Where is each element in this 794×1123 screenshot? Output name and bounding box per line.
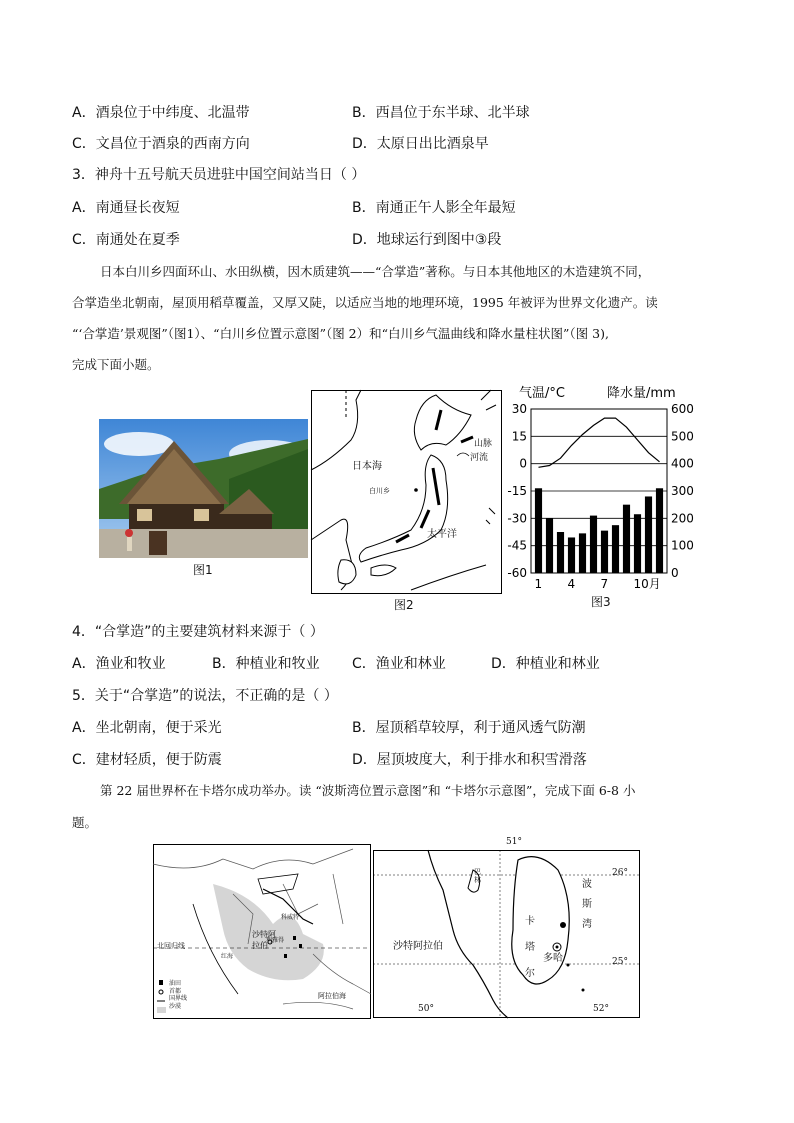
- precipitation-bar: [579, 533, 586, 573]
- gulf-label-2: 斯: [582, 899, 592, 910]
- legend-oilfield-icon: [159, 980, 163, 985]
- right-tick-label: 100: [671, 538, 694, 553]
- q5-option-a[interactable]: A．坐北朝南，便于采光: [72, 720, 222, 736]
- saudi-label: 沙特阿拉伯: [252, 930, 276, 950]
- x-tick-label: 4: [567, 577, 576, 591]
- q2-option-d[interactable]: D．太原日出比酒泉早: [352, 136, 489, 152]
- riyadh-label: 利雅得: [266, 937, 285, 944]
- left-tick-label: -45: [507, 538, 527, 553]
- sea-of-japan-label: 日本海: [352, 461, 382, 472]
- fig2-caption: 图2: [394, 598, 414, 612]
- q3-option-d[interactable]: D．地球运行到图中③段: [352, 232, 502, 248]
- passage2-line2: 题。: [72, 815, 98, 830]
- precipitation-bar: [546, 518, 553, 573]
- q3-option-b[interactable]: B．南通正午人影全年最短: [352, 200, 516, 216]
- arabian-sea-label: 阿拉伯海: [318, 992, 346, 1000]
- left-tick-label: -15: [507, 484, 527, 498]
- fig1-photo: [99, 419, 308, 558]
- legend-mountain-label: 山脉: [474, 439, 493, 449]
- passage1-line2: 合掌造坐北朝南，屋顶用稻草覆盖，又厚又陡，以适应当地的地理环境，1995 年被评为世界文化遗产。读: [72, 295, 658, 310]
- qatar-map: [373, 850, 640, 1018]
- gulf-legend: [169, 980, 187, 1010]
- legend-desert-label: 沙漠: [169, 1002, 182, 1010]
- lon-52-label: 52°: [593, 1004, 609, 1014]
- saudi-arabia-label: 沙特阿拉伯: [393, 941, 443, 952]
- precipitation-bar: [557, 532, 564, 573]
- q5-option-d[interactable]: D．屋顶坡度大，利于排水和积雪滑落: [352, 752, 587, 768]
- lat-25-label: 25°: [612, 957, 628, 967]
- right-tick-label: 500: [671, 429, 694, 444]
- precipitation-bar: [656, 488, 663, 573]
- precipitation-bar: [590, 516, 597, 573]
- left-tick-label: -30: [507, 511, 527, 526]
- lat-26-label: 26°: [612, 868, 628, 878]
- q5-stem: 5．关于“合掌造”的说法，不正确的是（ ）: [72, 688, 338, 704]
- right-tick-label: 600: [671, 402, 694, 416]
- q4-option-b[interactable]: B．种植业和牧业: [212, 656, 320, 672]
- precipitation-bar: [568, 537, 575, 573]
- qatar-peninsula: [512, 857, 570, 984]
- gulf-label-3: 湾: [582, 919, 592, 930]
- q5-option-b[interactable]: B．屋顶稻草较厚，利于通风透气防潮: [352, 720, 586, 736]
- shirakawa-label: 白川乡: [369, 487, 390, 495]
- q3-stem: 3．神舟十五号航天员进驻中国空间站当日（ ）: [72, 167, 366, 183]
- qatar-label-1: 卡: [525, 916, 535, 927]
- left-tick-label: -60: [507, 566, 527, 580]
- q5-option-c[interactable]: C．建材轻质，便于防震: [72, 752, 222, 768]
- passage1-line4: 完成下面小题。: [72, 357, 160, 372]
- legend-border-label: 国界线: [169, 995, 188, 1002]
- right-tick-label: 400: [671, 456, 694, 471]
- red-sea-label: 红海: [221, 953, 234, 960]
- q3-option-c[interactable]: C．南通处在夏季: [72, 232, 180, 248]
- legend-capital-label: 首都: [169, 987, 182, 995]
- gulf-label-1: 波: [582, 879, 592, 890]
- qatar-label-2: 塔: [525, 942, 535, 953]
- right-axis-label: 降水量/mm: [607, 386, 676, 401]
- q4-option-c[interactable]: C．渔业和林业: [352, 656, 446, 672]
- fig1-caption: 图1: [193, 563, 213, 577]
- q2-option-b[interactable]: B．西昌位于东半球、北半球: [352, 105, 530, 121]
- kuwait-label: 科威特: [281, 914, 300, 921]
- passage2-line1: 第 22 届世界杯在卡塔尔成功举办。读 “波斯湾位置示意图”和 “卡塔尔示意图”，完成下面 6-8 小: [100, 783, 636, 798]
- left-tick-label: 15: [511, 429, 527, 444]
- village-marker: [414, 488, 418, 492]
- legend-oilfield-label: 油田: [169, 980, 182, 987]
- left-axis-label: 气温/°C: [519, 386, 565, 401]
- passage1-line1: 日本白川乡四面环山、水田纵横，因木质建筑——“合掌造”著称。与日本其他地区的木造建筑不同，: [100, 264, 651, 279]
- q2-option-c[interactable]: C．文昌位于酒泉的西南方向: [72, 136, 250, 152]
- q4-stem: 4．“合掌造”的主要建筑材料来源于（ ）: [72, 624, 324, 640]
- precipitation-bar: [645, 496, 652, 573]
- lon-51-label: 51°: [506, 837, 522, 847]
- fig2-japan-map: [311, 390, 502, 594]
- precipitation-bar: [623, 505, 630, 573]
- left-tick-label: 0: [519, 456, 527, 471]
- q4-option-d[interactable]: D．种植业和林业: [491, 656, 600, 672]
- right-tick-label: 200: [671, 511, 694, 526]
- precipitation-bar: [612, 525, 619, 573]
- fig3-climate-chart: [505, 382, 694, 594]
- passage1-line3: “‘合掌造’景观图”（图1）、“白川乡位置示意图”（图 2）和“白川乡气温曲线和降水量柱状图”（图 3),: [72, 326, 609, 341]
- x-tick-label: 10月: [633, 577, 661, 591]
- legend-river-label: 河流: [470, 453, 489, 463]
- q3-option-a[interactable]: A．南通昼长夜短: [72, 200, 180, 216]
- pacific-label: 太平洋: [427, 529, 457, 540]
- right-tick-label: 300: [671, 484, 694, 498]
- precipitation-bar: [634, 514, 641, 573]
- left-tick-label: 30: [511, 402, 527, 416]
- bahrain-label: 巴林: [474, 868, 481, 884]
- q2-option-a[interactable]: A．酒泉位于中纬度、北温带: [72, 105, 250, 121]
- fig3-caption: 图3: [591, 595, 611, 609]
- right-tick-label: 0: [671, 566, 679, 580]
- lon-50-label: 50°: [418, 1004, 434, 1014]
- legend-desert-icon: [157, 1007, 166, 1013]
- x-tick-label: 1: [534, 577, 543, 591]
- q4-option-a[interactable]: A．渔业和牧业: [72, 656, 166, 672]
- qatar-label-3: 尔: [525, 968, 535, 979]
- tropic-label: 北回归线: [157, 942, 185, 950]
- precipitation-bar: [535, 488, 542, 573]
- precipitation-bar: [601, 531, 608, 573]
- x-tick-label: 7: [600, 577, 609, 591]
- doha-label: 多哈: [543, 953, 563, 964]
